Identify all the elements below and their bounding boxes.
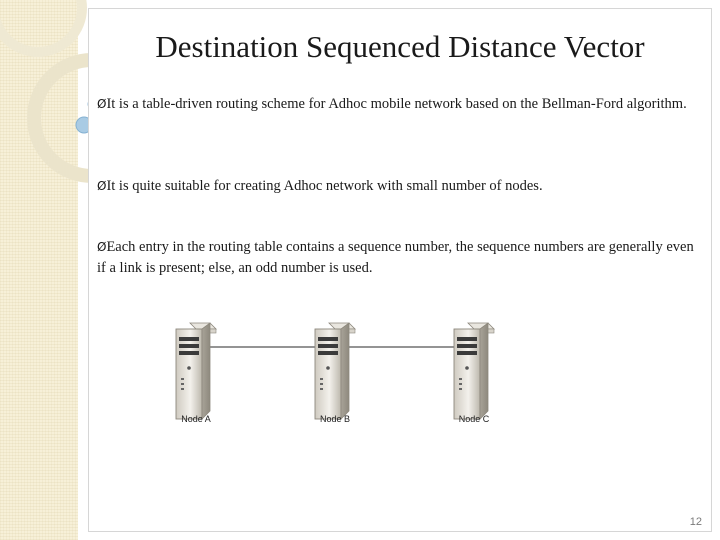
server-tower-icon	[454, 323, 494, 419]
bullet-1	[97, 94, 702, 115]
server-tower-icon	[176, 323, 216, 419]
page-number: 12	[689, 516, 702, 528]
bullet-text: Each entry in the routing table contains a sequence number, the sequence numbers are generally even if a link is present; else, an odd number is used.	[97, 239, 694, 276]
bullet-text: It is quite suitable for creating Adhoc network with small number of nodes.	[106, 178, 543, 194]
node-c-label: Node C	[458, 414, 490, 424]
decorative-ring-top	[0, 0, 82, 52]
node-a-label: Node A	[181, 414, 211, 424]
slide-title: Destination Sequenced Distance Vector	[155, 29, 645, 64]
node-b-label: Node B	[319, 414, 351, 424]
server-tower-icon	[315, 323, 355, 419]
network-diagram	[160, 305, 530, 430]
bullet-text: It is a table-driven routing scheme for Adhoc mobile network based on the Bellman-Ford algorithm.	[106, 96, 687, 112]
bullet-2	[97, 176, 702, 197]
bullet-arrow-icon: Ø	[97, 97, 107, 111]
bullet-arrow-icon: Ø	[97, 179, 107, 193]
bullet-arrow-icon: Ø	[97, 240, 107, 254]
bullet-3	[97, 237, 702, 279]
